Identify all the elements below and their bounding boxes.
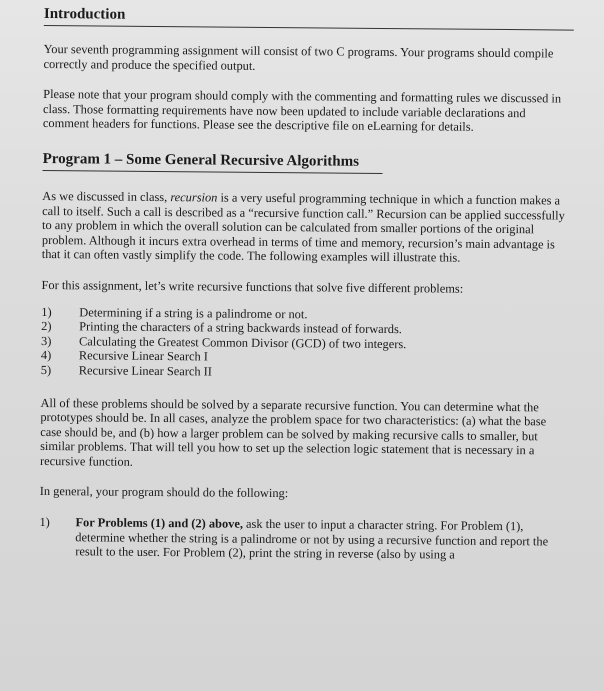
problem-list	[41, 305, 572, 383]
list-item-number: 1)	[41, 304, 52, 319]
assignment-intro: For this assignment, let’s write recursive functions that solve five different problems:	[41, 277, 464, 296]
introduction-heading: Introduction	[43, 5, 126, 23]
list-item-text: Recursive Linear Search I	[78, 348, 209, 364]
step-1-number: 1)	[39, 515, 50, 530]
introduction-section	[44, 4, 574, 31]
list-item-number: 3)	[41, 333, 52, 348]
document-content	[39, 4, 574, 563]
list-item-text: Calculating the Greatest Common Divisor (GCD) of two integers.	[78, 334, 407, 351]
program-section	[43, 151, 573, 176]
step-1-lead: For Problems (1) and (2) above,	[75, 515, 244, 531]
step-1-text: ask the user to input a character string. For Problem (1), determine whether the string is a palindrome or not by using a recursive function and report the result to the user. For Problem (2), print the string in reverse (also by using a	[75, 516, 549, 562]
list-item-text: Determining if a string is a palindrome or not.	[79, 304, 308, 321]
step-1	[39, 515, 569, 563]
general-paragraph: In general, your program should do the following:	[39, 484, 289, 501]
program-heading: Program 1 – Some General Recursive Algorithms	[42, 150, 360, 170]
list-item-number: 4)	[40, 348, 52, 363]
recursion-term: recursion	[170, 190, 218, 205]
recursion-paragraph-start: As we discussed in class,	[42, 188, 171, 205]
recursion-paragraph-rest: is a very useful programming technique in which a function makes a call to itself. Such a call is described as a “recursive function call.” Recursion can be applied successfully to any problem in which the overall solution can be calculated from smaller portions of the original problem. Although it incurs extra overhead in terms of time and memory, recursion’s main advantage is that it can often vastly simplify the code. The following examples will illustrate this.	[41, 190, 565, 265]
list-item-number: 5)	[40, 362, 52, 377]
all-problems-paragraph: All of these problems should be solved by a separate recursive function. You can determine what the prototypes should be. In all cases, analyze the problem space for two characteristics: (a) what the base case should be, and (b) how a larger problem can be solved by making recursive calls to smaller, but similar problems. That will tell you how to set up the selection logic statement that is necessary in a recursive function.	[39, 395, 547, 469]
list-item-text: Printing the characters of a string backwards instead of forwards.	[79, 319, 402, 337]
list-item-text: Recursive Linear Search II	[78, 363, 213, 379]
recursion-paragraph	[42, 189, 573, 267]
list-item-number: 2)	[41, 319, 52, 334]
step-1-body	[75, 515, 569, 563]
program-rule	[43, 170, 383, 174]
intro-paragraph-2: Please note that your program should comply with the commenting and formatting rules we discussed in class. Those formatting requirements have now been updated to include variable declarations and comment headers for functions. Please see the descriptive file on eLearning for details.	[42, 87, 562, 135]
intro-paragraph-1: Your seventh programming assignment will consist of two C programs. Your programs should compile correctly and produce the specified output.	[43, 41, 554, 73]
